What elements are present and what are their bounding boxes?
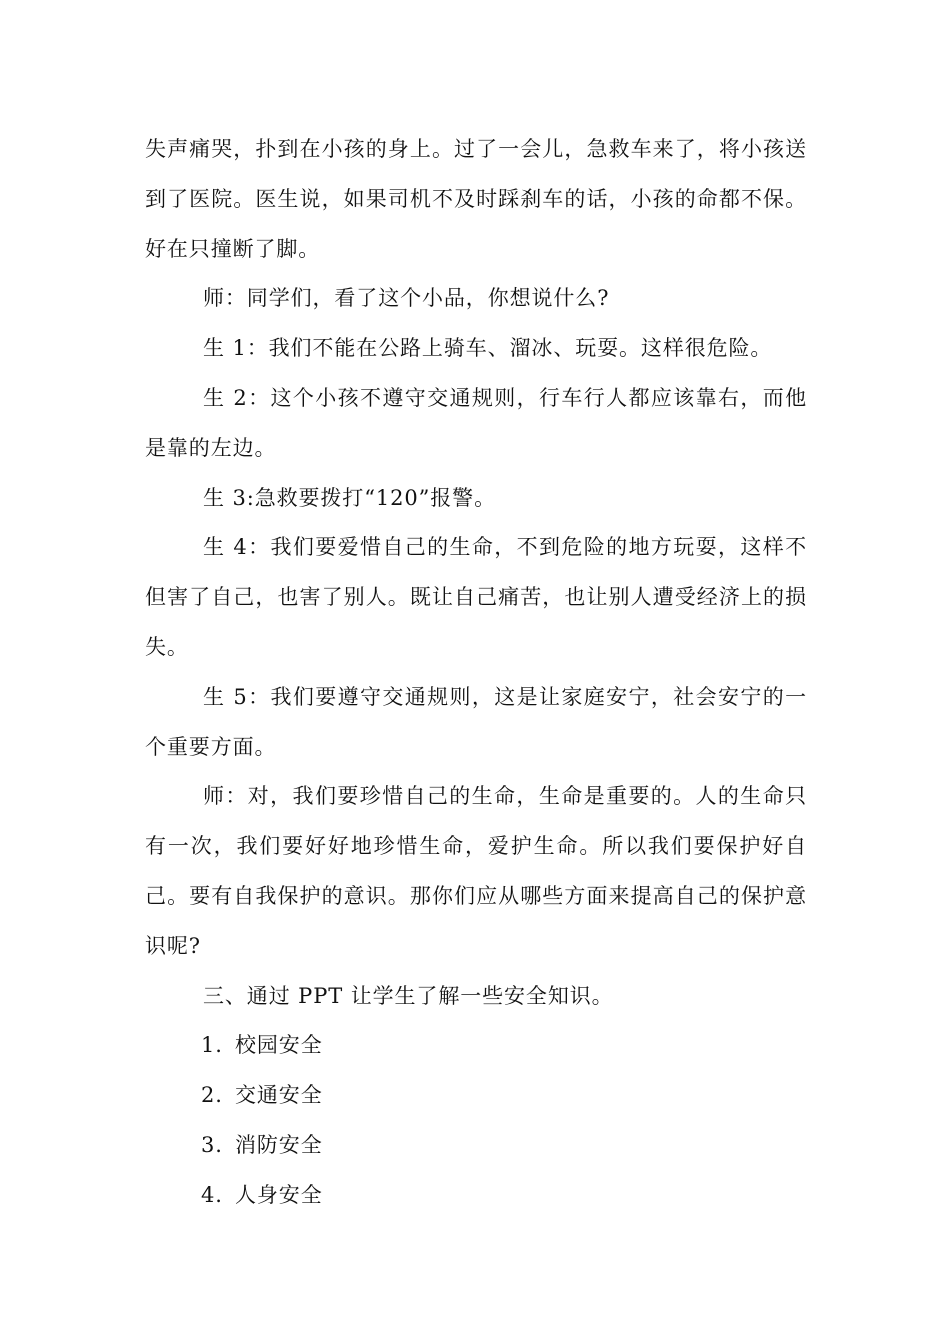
- safety-topic-list: [145, 1021, 807, 1220]
- list-item-label: 交通安全: [235, 1083, 323, 1108]
- list-item: [145, 1171, 807, 1221]
- list-item-number: 3.: [201, 1132, 223, 1157]
- paragraph-teacher-summary: 师：对，我们要珍惜自己的生命，生命是重要的。人的生命只有一次，我们要好好地珍惜生命，爱护生命。所以我们要保护好自己。要有自我保护的意识。那你们应从哪些方面来提高自己的保护意识呢?: [145, 784, 807, 958]
- list-item-label: 消防安全: [235, 1132, 323, 1157]
- list-item-number: 4.: [201, 1182, 223, 1207]
- list-item-label: 校园安全: [235, 1033, 323, 1058]
- section-heading-ppt: 三、通过 PPT 让学生了解一些安全知识。: [203, 983, 614, 1008]
- paragraph-teacher-question: 师：同学们，看了这个小品，你想说什么?: [203, 286, 610, 311]
- paragraph-student-4: 生 4：我们要爱惜自己的生命，不到危险的地方玩耍，这样不但害了自己，也害了别人。既让自己痛苦，也让别人遭受经济上的损失。: [145, 535, 807, 659]
- paragraph-continuation: 失声痛哭，扑到在小孩的身上。过了一会儿，急救车来了，将小孩送到了医院。医生说，如果司机不及时踩刹车的话，小孩的命都不保。好在只撞断了脚。: [145, 137, 807, 261]
- list-item: [145, 1021, 807, 1071]
- document-page: [145, 125, 807, 1221]
- paragraph-student-1: 生 1：我们不能在公路上骑车、溜冰、玩耍。这样很危险。: [203, 336, 773, 361]
- paragraph-student-3: 生 3:急救要拨打“120”报警。: [203, 485, 496, 510]
- list-item: [145, 1121, 807, 1171]
- list-item-number: 1.: [201, 1033, 223, 1058]
- list-item-number: 2.: [201, 1083, 223, 1108]
- list-item-label: 人身安全: [235, 1182, 323, 1207]
- paragraph-student-5: 生 5：我们要遵守交通规则，这是让家庭安宁，社会安宁的一个重要方面。: [145, 684, 807, 759]
- paragraph-student-2: 生 2：这个小孩不遵守交通规则，行车行人都应该靠右，而他是靠的左边。: [145, 385, 807, 460]
- list-item: [145, 1071, 807, 1121]
